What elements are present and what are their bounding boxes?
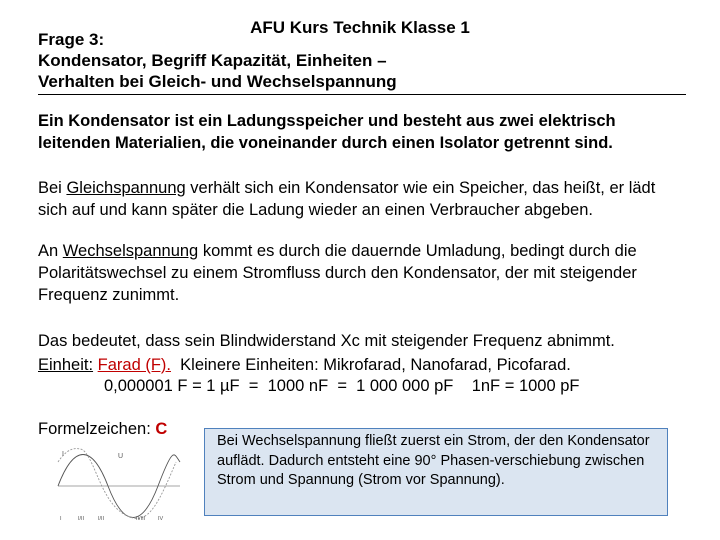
- ac-prefix: An: [38, 242, 63, 260]
- slide-title: AFU Kurs Technik Klasse 1: [250, 18, 470, 37]
- ac-text: kommt es durch die dauernde Umladung, bedingt durch die Polaritätswechsel zu einem Stromfluss durch den Kondensator, der mit steigender Frequenz zunimmt.: [38, 242, 637, 304]
- dc-paragraph: [38, 177, 688, 221]
- ac-paragraph: [38, 240, 688, 306]
- tick-label: I: [60, 516, 62, 522]
- symbol-label: Formelzeichen:: [38, 420, 151, 438]
- dc-term: Gleichspannung: [66, 179, 186, 197]
- phase-shift-box: Bei Wechselspannung fließt zuerst ein Strom, der den Kondensator auflädt. Dadurch entsteht eine 90° Phasen-verschiebung zwischen Strom und Spannung (Strom vor Spannung).: [204, 428, 668, 516]
- symbol-line: [38, 418, 167, 440]
- unit-line: [38, 354, 571, 376]
- unit-name: Farad (F).: [97, 356, 171, 374]
- question-label: Frage 3:: [38, 30, 105, 49]
- tick-label: IV: [158, 516, 164, 522]
- symbol-value: C: [155, 420, 168, 438]
- tick-label: I/II: [78, 516, 85, 522]
- unit-label: Einheit:: [38, 356, 94, 374]
- reactance-line: Das bedeutet, dass sein Blindwiderstand Xc mit steigender Frequenz abnimmt.: [38, 332, 615, 350]
- definition-paragraph: Ein Kondensator ist ein Ladungsspeicher und besteht aus zwei elektrisch leitenden Materialien, die voneinander durch einen Isolator getrennt sind.: [38, 112, 616, 152]
- voltage-wave: [58, 449, 176, 519]
- dc-text: verhält sich ein Kondensator wie ein Speicher, das heißt, er lädt sich auf und kann später die Ladung wieder an einen Verbraucher abgeben.: [38, 179, 656, 219]
- topic-line-2: Verhalten bei Gleich- und Wechselspannung: [38, 72, 397, 91]
- header-divider: [38, 94, 686, 95]
- tick-label: II/III: [136, 516, 146, 522]
- phase-waveform-diagram: [52, 440, 182, 525]
- dc-prefix: Bei: [38, 179, 67, 197]
- tick-label: I/II: [98, 516, 105, 522]
- ac-term: Wechselspannung: [62, 242, 199, 260]
- topic-line-1: Kondensator, Begriff Kapazität, Einheiten –: [38, 51, 387, 70]
- current-label: I: [62, 451, 64, 458]
- voltage-label: U: [118, 453, 124, 460]
- smaller-units: Kleinere Einheiten: Mikrofarad, Nanofarad, Picofarad.: [180, 356, 571, 374]
- unit-conversion: 0,000001 F = 1 µF = 1000 nF = 1 000 000 pF 1nF = 1000 pF: [104, 377, 580, 395]
